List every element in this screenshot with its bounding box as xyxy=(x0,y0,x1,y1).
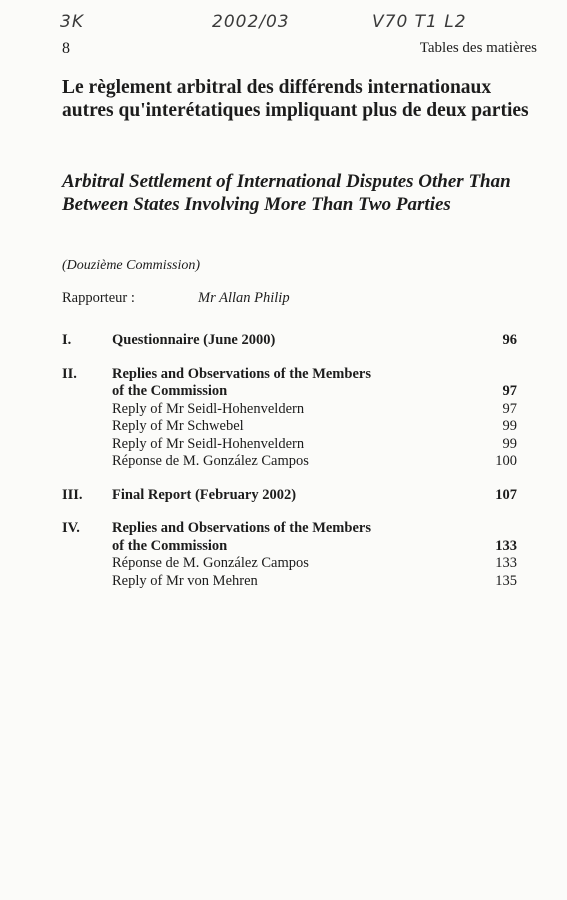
page-ref: 107 xyxy=(495,486,517,503)
section-title-cont: of the Commission xyxy=(112,383,228,399)
handwritten-note-1: 3K xyxy=(60,12,84,32)
entry-label: Réponse de M. González Campos xyxy=(112,555,309,571)
toc-section-3 xyxy=(62,487,517,505)
toc-section-4 xyxy=(62,520,517,590)
section-number: III. xyxy=(62,486,83,503)
toc-row xyxy=(62,487,517,505)
entry-label: Reply of Mr Seidl-Hohenveldern xyxy=(112,400,305,417)
handwritten-note-3: V70 T1 L2 xyxy=(372,12,467,32)
page-ref: 97 xyxy=(502,383,517,399)
page-ref: 99 xyxy=(502,435,517,452)
title-english: Arbitral Settlement of International Disputes Other Than Between States Involving More Than Two Parties xyxy=(62,171,511,215)
entry-label: Reply of Mr von Mehren xyxy=(112,572,258,589)
section-title-cont: of the Commission xyxy=(112,537,228,554)
section-title: Replies and Observations of the Members xyxy=(112,520,371,536)
page-ref: 133 xyxy=(495,537,517,554)
section-title: Final Report (February 2002) xyxy=(112,486,297,503)
toc-row xyxy=(62,332,517,350)
page-ref: 100 xyxy=(495,453,517,469)
toc-entry xyxy=(62,555,517,573)
title-french: Le règlement arbitral des différends internationaux autres qu'interétatiques impliquant plus de deux parties xyxy=(62,77,529,121)
entry-label: Réponse de M. González Campos xyxy=(112,453,309,469)
toc-row xyxy=(62,383,517,401)
section-number: IV. xyxy=(62,520,80,536)
toc-row xyxy=(62,538,517,556)
entry-label: Reply of Mr Schwebel xyxy=(112,418,244,434)
entry-label: Reply of Mr Seidl-Hohenveldern xyxy=(112,435,305,452)
page-ref: 135 xyxy=(495,572,517,589)
section-number: I. xyxy=(62,332,72,348)
toc-entry xyxy=(62,436,517,454)
handwritten-note-2: 2002/03 xyxy=(212,12,290,32)
page-ref: 133 xyxy=(495,555,517,571)
section-title: Questionnaire (June 2000) xyxy=(112,332,276,348)
toc-entry xyxy=(62,418,517,436)
toc-section-1 xyxy=(62,332,517,350)
toc-entry xyxy=(62,401,517,419)
section-number: II. xyxy=(62,365,77,382)
section-title: Replies and Observations of the Members xyxy=(112,365,371,382)
toc-row xyxy=(62,520,517,538)
rapporteur-label: Rapporteur : xyxy=(62,290,135,306)
table-of-contents xyxy=(62,332,517,606)
toc-entry xyxy=(62,573,517,591)
page-ref: 96 xyxy=(502,332,517,348)
commission-label: (Douzième Commission) xyxy=(62,258,201,273)
page-ref: 97 xyxy=(502,400,517,417)
page-ref: 99 xyxy=(502,418,517,434)
toc-row xyxy=(62,366,517,384)
page-number: 8 xyxy=(62,40,70,57)
running-head: Tables des matières xyxy=(419,40,537,56)
toc-entry xyxy=(62,453,517,471)
toc-section-2 xyxy=(62,366,517,471)
rapporteur-name: Mr Allan Philip xyxy=(198,290,290,306)
